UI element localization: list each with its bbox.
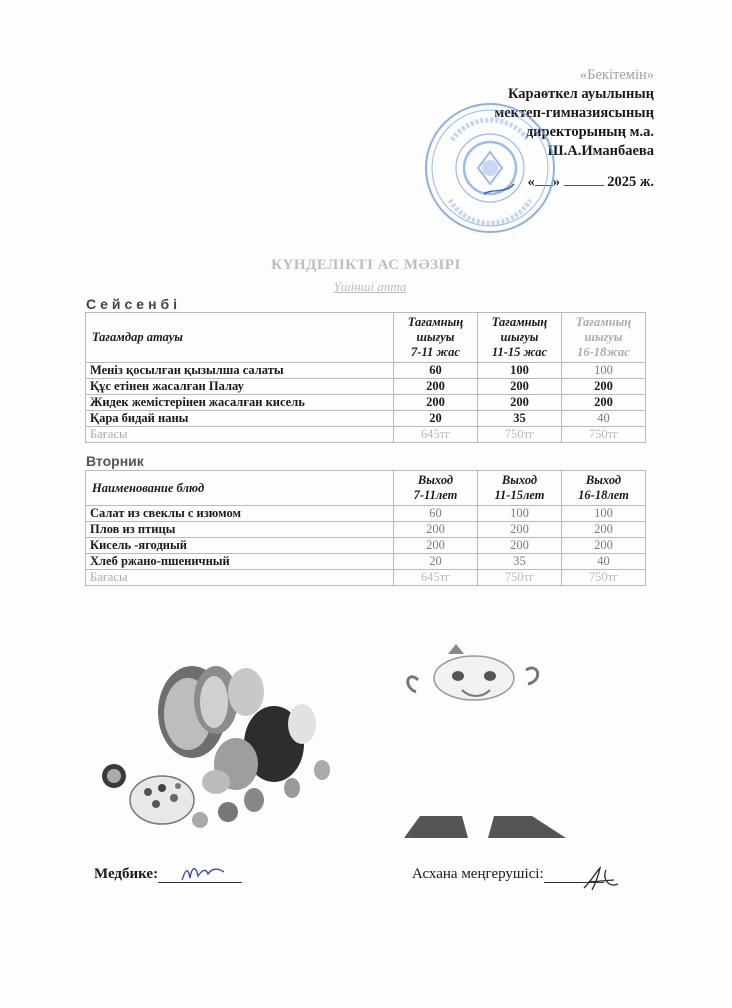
price-11-15: 750тг [478, 570, 562, 586]
approval-line-village: Караөткел ауылының [507, 86, 654, 102]
header-text: 16-18лет [578, 488, 629, 502]
portion-7-11: 200 [394, 522, 478, 538]
portion-16-18: 200 [562, 538, 646, 554]
approval-line-name: Ш.А.Иманбаева [547, 143, 654, 159]
portion-11-15: 200 [478, 522, 562, 538]
header-text: 7-11 жас [411, 345, 460, 359]
price-7-11: 645тг [394, 427, 478, 443]
dish-name: Қара бидай наны [86, 411, 394, 427]
dish-name: Жидек жемістерінен жасалған кисель [86, 395, 394, 411]
portion-16-18: 100 [562, 363, 646, 379]
table-header-row [86, 313, 646, 363]
date-month [564, 185, 604, 186]
nurse-label: Медбике: [94, 866, 159, 882]
portion-11-15: 200 [478, 538, 562, 554]
portion-16-18: 200 [562, 522, 646, 538]
column-header-age-11-15 [478, 471, 562, 506]
price-label: Бағасы [86, 570, 394, 586]
header-text: Выход [501, 473, 538, 487]
dish-name: Меніз қосылған қызылша салаты [86, 363, 394, 379]
portion-16-18: 40 [562, 554, 646, 570]
date-year: 2025 ж. [607, 174, 654, 190]
dish-name: Хлеб ржано-пшеничный [86, 554, 394, 570]
official-stamp-icon [422, 100, 558, 236]
column-header-age-16-18 [562, 471, 646, 506]
nurse-signature-scribble-icon [178, 862, 228, 886]
header-text: шығуы [584, 330, 623, 344]
portion-11-15: 35 [478, 554, 562, 570]
column-header-age-7-11 [394, 471, 478, 506]
portion-11-15: 100 [478, 363, 562, 379]
column-header-age-16-18 [562, 313, 646, 363]
header-text: Выход [585, 473, 622, 487]
kitchen-head-label: Асхана меңгерушісі: [412, 866, 544, 882]
table-row [86, 379, 646, 395]
portion-7-11: 200 [394, 538, 478, 554]
dish-name: Салат из свеклы с изюмом [86, 506, 394, 522]
table-row [86, 395, 646, 411]
kitchen-signature-scribble-icon [578, 864, 624, 894]
date-quote-open: « [527, 174, 535, 190]
approval-line-director: директорының м.а. [525, 124, 654, 140]
portion-16-18: 200 [562, 395, 646, 411]
dish-name: Плов из птицы [86, 522, 394, 538]
portion-7-11: 60 [394, 363, 478, 379]
table-row [86, 554, 646, 570]
column-header-dish: Тағамдар атауы [86, 313, 394, 363]
header-text: шығуы [500, 330, 539, 344]
header-text: Тағамның [491, 315, 548, 329]
header-text: 16-18жас [577, 345, 630, 359]
header-text: 11-15 жас [491, 345, 548, 359]
price-11-15: 750тг [478, 427, 562, 443]
column-header-age-11-15 [478, 313, 562, 363]
price-label: Бағасы [86, 427, 394, 443]
table-header-row [86, 471, 646, 506]
table-row [86, 411, 646, 427]
dish-name: Кисель -ягодный [86, 538, 394, 554]
column-header-dish: Наименование блюд [86, 471, 394, 506]
table-row [86, 363, 646, 379]
menu-title: КҮНДЕЛІКТІ АС МӘЗІРІ [271, 257, 461, 273]
table-row [86, 506, 646, 522]
header-text: Тағамның [575, 315, 632, 329]
portion-11-15: 200 [478, 379, 562, 395]
portion-7-11: 20 [394, 554, 478, 570]
day-tuesday-kz: Сейсенбі [86, 296, 182, 312]
approval-line-school: мектеп-гимназиясының [494, 105, 654, 121]
price-7-11: 645тг [394, 570, 478, 586]
header-text: 7-11лет [413, 488, 458, 502]
day-tuesday-ru: Вторник [86, 453, 144, 469]
kitchen-head-signature [412, 866, 604, 883]
table-row [86, 522, 646, 538]
header-text: шығуы [416, 330, 455, 344]
portion-7-11: 200 [394, 395, 478, 411]
portion-16-18: 40 [562, 411, 646, 427]
fruit-and-bread-illustration-icon [96, 652, 346, 836]
column-header-age-7-11 [394, 313, 478, 363]
portion-11-15: 200 [478, 395, 562, 411]
portion-16-18: 200 [562, 379, 646, 395]
price-row [86, 570, 646, 586]
price-16-18: 750тг [562, 570, 646, 586]
price-row [86, 427, 646, 443]
portion-7-11: 60 [394, 506, 478, 522]
date-quote-close: » [552, 174, 560, 190]
portion-16-18: 100 [562, 506, 646, 522]
menu-table-ru [85, 470, 646, 586]
price-16-18: 750тг [562, 427, 646, 443]
menu-week: Үшінші апта [333, 279, 407, 294]
dish-name: Құс етінен жасалған Палау [86, 379, 394, 395]
header-text: Выход [417, 473, 454, 487]
menu-table-kz [85, 312, 646, 443]
portion-7-11: 200 [394, 379, 478, 395]
portion-11-15: 35 [478, 411, 562, 427]
header-text: Тағамның [407, 315, 464, 329]
portion-7-11: 20 [394, 411, 478, 427]
chef-illustration-icon [398, 640, 574, 844]
portion-11-15: 100 [478, 506, 562, 522]
approval-heading: «Бекітемін» [579, 67, 654, 83]
table-row [86, 538, 646, 554]
header-text: 11-15лет [494, 488, 545, 502]
